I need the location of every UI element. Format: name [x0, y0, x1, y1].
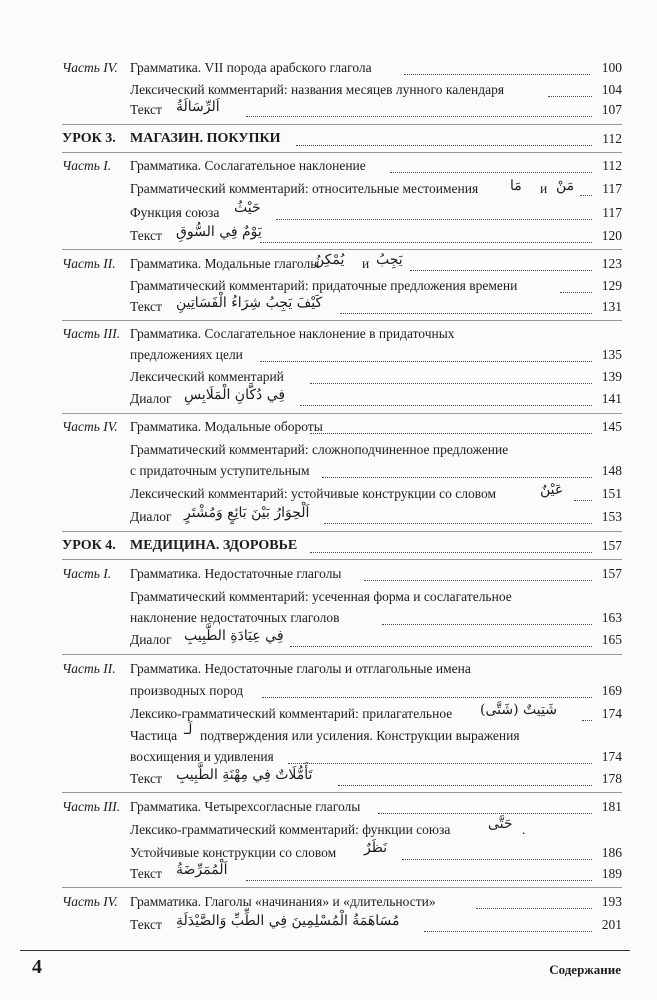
toc-entry-title[interactable]: Лексико-грамматический комментарий: прилагательное: [130, 706, 453, 721]
toc-entry-title[interactable]: Грамматический комментарий: усеченная форма и сослагательное: [130, 589, 512, 604]
arabic-particle: لَـ: [184, 722, 193, 738]
part-label: Часть I.: [62, 158, 112, 173]
toc-entry-title[interactable]: Лексический комментарий: устойчивые конструкции со словом: [130, 486, 497, 501]
leader-dots: [338, 785, 592, 786]
toc-entry-title-cont[interactable]: восхищения и удивления: [130, 749, 274, 764]
toc-entry-title[interactable]: Грамматика. Недостаточные глаголы: [130, 566, 342, 581]
section-divider: [62, 792, 622, 793]
leader-dots: [260, 361, 592, 362]
arabic-title: فِي عِيَادَةِ الطَّبِيبِ: [184, 628, 284, 644]
page-number: 178: [601, 771, 622, 786]
arabic-title: اَلْمُمَرِّضَةُ: [176, 862, 228, 878]
page-number: 139: [601, 369, 622, 384]
page-number: 112: [602, 131, 622, 146]
page-number: 123: [601, 256, 622, 271]
part-label: Часть IV.: [62, 894, 118, 909]
toc-entry-title[interactable]: Текст: [130, 228, 162, 243]
leader-dots: [382, 624, 592, 625]
leader-dots: [310, 552, 592, 553]
page-number: 174: [601, 749, 622, 764]
arabic-word: شَتِيتٌ (شَتَّى): [480, 702, 557, 718]
arabic-word: نَظَرٌ: [364, 840, 388, 856]
part-label: Часть II.: [62, 256, 116, 271]
arabic-word: يَجِبُ: [376, 252, 403, 268]
leader-dots: [574, 500, 592, 501]
page-number: 145: [601, 419, 622, 434]
leader-dots: [404, 74, 590, 75]
arabic-title: اَلرِّسَالَةُ: [176, 99, 220, 115]
arabic-word: مَنْ: [556, 178, 575, 194]
arabic-title: فِي دُكَّانِ الْمَلَابِسِ: [184, 387, 286, 403]
toc-entry-title[interactable]: Грамматический комментарий: придаточные предложения времени: [130, 278, 518, 293]
section-divider: [62, 320, 622, 321]
arabic-word: مَا: [510, 178, 522, 194]
toc-entry-title[interactable]: Диалог: [130, 391, 172, 406]
arabic-title: كَيْفَ يَجِبُ شِرَاءُ الْفَسَاتِينِ: [176, 295, 323, 311]
toc-entry-title-cont[interactable]: производных пород: [130, 683, 244, 698]
page-number: 157: [601, 566, 622, 581]
page-number: 104: [601, 82, 622, 97]
page-number: 193: [601, 894, 622, 909]
conjunction: и: [362, 256, 370, 271]
page-number: 163: [601, 610, 622, 625]
conjunction: и: [540, 181, 548, 196]
lesson-number: УРОК 4.: [62, 538, 116, 553]
section-divider: [62, 531, 622, 532]
toc-entry-title[interactable]: Грамматика. Четырехсогласные глаголы: [130, 799, 361, 814]
toc-entry-title[interactable]: Лексический комментарий: [130, 369, 284, 384]
leader-dots: [364, 580, 592, 581]
leader-dots: [560, 292, 592, 293]
page-number: 181: [601, 799, 622, 814]
leader-dots: [262, 697, 592, 698]
page-number: 117: [602, 205, 622, 220]
leader-dots: [322, 477, 592, 478]
toc-entry-title[interactable]: Текст: [130, 866, 162, 881]
toc-entry-title[interactable]: Грамматический комментарий: относительные местоимения: [130, 181, 479, 196]
punctuation: .: [522, 822, 526, 837]
page-number: 117: [602, 181, 622, 196]
page-number: 129: [601, 278, 622, 293]
page-number: 201: [601, 917, 622, 932]
toc-entry-title[interactable]: Грамматика. Модальные глаголы: [130, 256, 320, 271]
toc-entry-title[interactable]: Лексический комментарий: названия месяцев лунного календаря: [130, 82, 505, 97]
arabic-title: اَلْحِوَارُ بَيْنَ بَائِعٍ وَمُشْتَرٍ: [184, 505, 310, 521]
section-divider: [62, 654, 622, 655]
section-divider: [62, 559, 622, 560]
section-divider: [62, 124, 622, 125]
leader-dots: [296, 145, 592, 146]
toc-entry-title[interactable]: Диалог: [130, 509, 172, 524]
leader-dots: [548, 96, 592, 97]
toc-entry-title[interactable]: Диалог: [130, 632, 172, 647]
toc-entry-title[interactable]: Текст: [130, 771, 162, 786]
page-number: 165: [601, 632, 622, 647]
arabic-word: حَيْثُ: [234, 200, 261, 216]
page-number: 107: [601, 102, 622, 117]
toc-entry-title[interactable]: Лексико-грамматический комментарий: функции союза: [130, 822, 451, 837]
footer-rule: [20, 950, 630, 951]
leader-dots: [260, 242, 592, 243]
leader-dots: [246, 116, 592, 117]
toc-entry-title-cont[interactable]: с придаточным уступительным: [130, 463, 310, 478]
toc-entry-title[interactable]: Грамматика. Сослагательное наклонение: [130, 158, 366, 173]
page-number: 153: [601, 509, 622, 524]
leader-dots: [390, 172, 592, 173]
toc-entry-title[interactable]: Грамматический комментарий: сложноподчиненное предложение: [130, 442, 509, 457]
leader-dots: [402, 859, 592, 860]
leader-dots: [424, 931, 592, 932]
toc-entry-title[interactable]: Частица: [130, 728, 178, 743]
toc-entry-title[interactable]: Грамматика. Модальные обороты: [130, 419, 323, 434]
toc-entry-title[interactable]: Текст: [130, 102, 162, 117]
part-label: Часть III.: [62, 326, 121, 341]
leader-dots: [300, 405, 592, 406]
leader-dots: [580, 195, 592, 196]
leader-dots: [582, 720, 592, 721]
leader-dots: [476, 908, 592, 909]
arabic-word: حَتَّى: [488, 816, 513, 832]
page-number: 174: [601, 706, 622, 721]
toc-entry-title-cont[interactable]: наклонение недостаточных глаголов: [130, 610, 340, 625]
page-number: 131: [601, 299, 622, 314]
leader-dots: [340, 313, 592, 314]
page-number: 186: [601, 845, 622, 860]
leader-dots: [288, 763, 592, 764]
toc-entry-title[interactable]: Грамматика. VII порода арабского глагола: [130, 60, 372, 75]
toc-entry-title[interactable]: подтверждения или усиления. Конструкции выражения: [200, 728, 520, 743]
page-number: 100: [601, 60, 622, 75]
footer-section-title: Содержание: [549, 962, 621, 977]
section-divider: [62, 249, 622, 250]
section-divider: [62, 413, 622, 414]
toc-entry-title-cont[interactable]: предложениях цели: [130, 347, 243, 362]
toc-entry-title[interactable]: Устойчивые конструкции со словом: [130, 845, 337, 860]
page-number: 120: [601, 228, 622, 243]
lesson-title[interactable]: МЕДИЦИНА. ЗДОРОВЬЕ: [130, 538, 298, 553]
leader-dots: [310, 383, 592, 384]
page-number: 157: [601, 538, 622, 553]
lesson-number: УРОК 3.: [62, 131, 116, 146]
page-number: 169: [601, 683, 622, 698]
toc-entry-title[interactable]: Текст: [130, 917, 162, 932]
toc-entry-title[interactable]: Функция союза: [130, 205, 220, 220]
leader-dots: [378, 813, 592, 814]
leader-dots: [246, 880, 592, 881]
toc-entry-title[interactable]: Грамматика. Глаголы «начинания» и «длительности»: [130, 894, 436, 909]
leader-dots: [310, 433, 592, 434]
page-number: 141: [601, 391, 622, 406]
leader-dots: [290, 646, 592, 647]
part-label: Часть III.: [62, 799, 121, 814]
page-number: 151: [601, 486, 622, 501]
section-divider: [62, 152, 622, 153]
leader-dots: [324, 523, 592, 524]
page-number: 189: [601, 866, 622, 881]
arabic-title: تَأَمُّلَاتٌ فِي مِهْنَةِ الطَّبِيبِ: [176, 767, 313, 783]
arabic-title: مُسَاهَمَةُ الْمُسْلِمِينَ فِي الطِّبِّ وَالصَّيْدَلَةِ: [176, 913, 400, 929]
part-label: Часть IV.: [62, 419, 118, 434]
arabic-word: يُمْكِنُ: [314, 252, 345, 268]
lesson-title[interactable]: МАГАЗИН. ПОКУПКИ: [130, 131, 281, 146]
part-label: Часть I.: [62, 566, 112, 581]
toc-entry-title[interactable]: Текст: [130, 299, 162, 314]
part-label: Часть IV.: [62, 60, 118, 75]
toc-entry-title[interactable]: Грамматика. Недостаточные глаголы и отглагольные имена: [130, 661, 471, 676]
footer-page-number: 4: [32, 956, 42, 978]
page-number: 148: [601, 463, 622, 478]
leader-dots: [276, 219, 592, 220]
page-number: 135: [601, 347, 622, 362]
section-divider: [62, 887, 622, 888]
arabic-title: يَوْمٌ فِي السُّوقِ: [176, 224, 262, 240]
arabic-word: عَيْنٌ: [540, 482, 564, 498]
part-label: Часть II.: [62, 661, 116, 676]
page-number: 112: [602, 158, 622, 173]
leader-dots: [410, 270, 592, 271]
toc-entry-title[interactable]: Грамматика. Сослагательное наклонение в придаточных: [130, 326, 455, 341]
